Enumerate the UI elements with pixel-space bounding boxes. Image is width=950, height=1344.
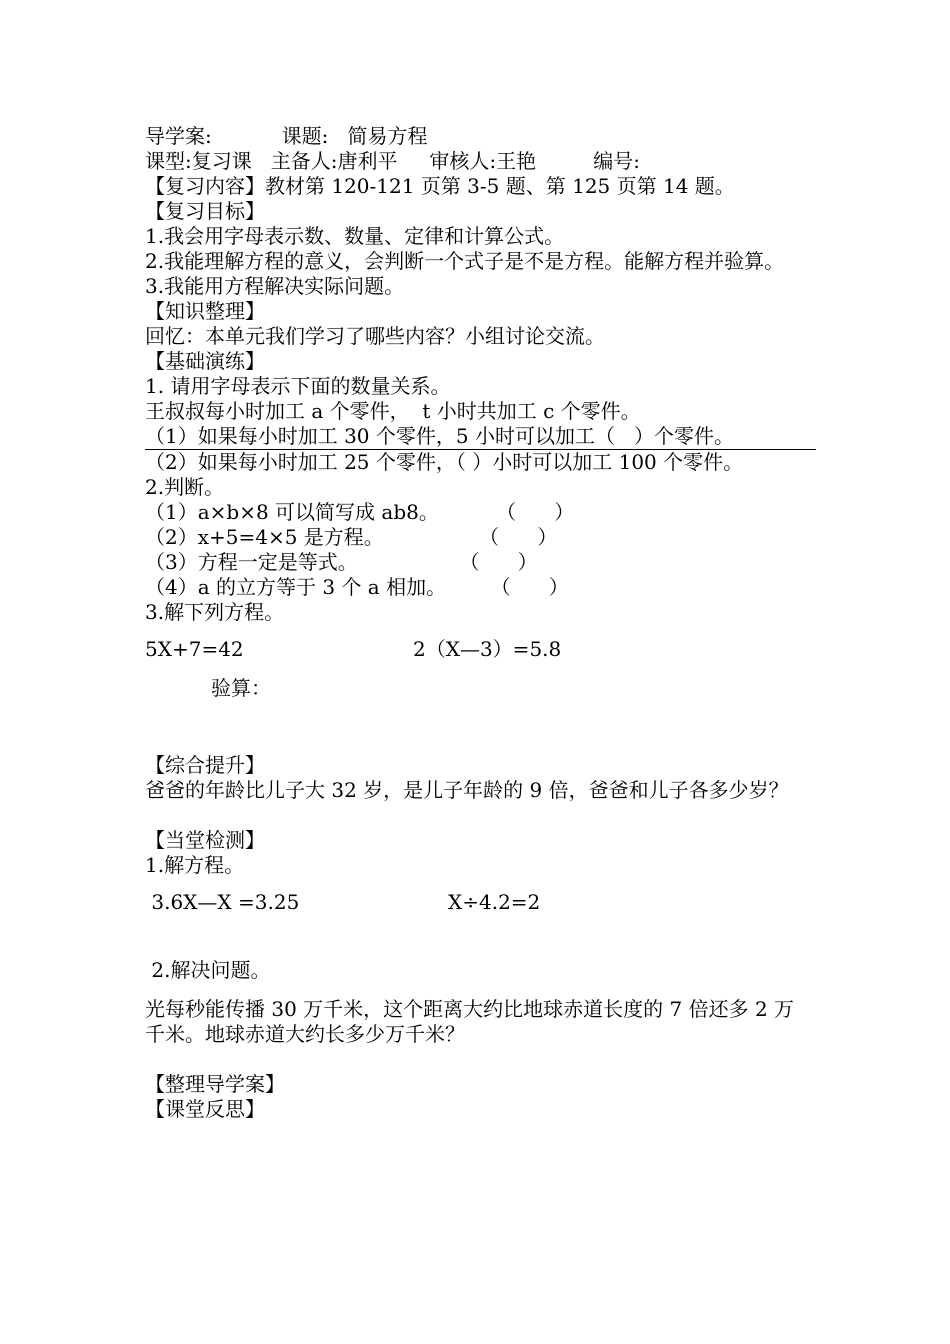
header-line-title: 导学案: 课题: 简易方程 (145, 124, 428, 148)
check-q1-title: 1.解方程。 (145, 853, 245, 877)
basic-q2-title: 2.判断。 (145, 475, 225, 499)
knowledge-heading: 【知识整理】 (145, 299, 265, 323)
basic-q1-a: （1）如果每小时加工 30 个零件，5 小时可以加工（ ）个零件。 (145, 424, 816, 450)
reflection-heading: 【课堂反思】 (145, 1097, 265, 1121)
basic-q1-intro: 王叔叔每小时加工 a 个零件， t 小时共加工 c 个零件。 (145, 399, 641, 423)
review-content: 【复习内容】教材第 120-121 页第 3-5 题、第 125 页第 14 题。 (145, 174, 735, 198)
equation-1: 5X+7=42 (145, 637, 244, 661)
basic-q1-title: 1. 请用字母表示下面的数量关系。 (145, 374, 451, 398)
judge-item-2: （2）x+5=4×5 是方程。 （ ） (145, 525, 558, 549)
document-body (145, 124, 810, 1122)
summary-heading: 【整理导学案】 (145, 1072, 285, 1096)
verify-label: 验算： (211, 676, 271, 700)
judge-item-3: （3）方程一定是等式。 （ ） (145, 550, 538, 574)
knowledge-text: 回忆：本单元我们学习了哪些内容？小组讨论交流。 (145, 324, 605, 348)
equation-2: 2（X—3）=5.8 (413, 637, 562, 661)
check-equation-2: X÷4.2=2 (448, 890, 541, 914)
equation-row-2 (145, 890, 810, 915)
judge-item-4: （4）a 的立方等于 3 个 a 相加。 （ ） (145, 575, 569, 599)
comprehensive-text: 爸爸的年龄比儿子大 32 岁，是儿子年龄的 9 倍，爸爸和儿子各多少岁？ (145, 778, 789, 802)
review-goal-3: 3.我能用方程解决实际问题。 (145, 274, 405, 298)
review-goals-heading: 【复习目标】 (145, 199, 265, 223)
check-q2-text: 光每秒能传播 30 万千米，这个距离大约比地球赤道长度的 7 倍还多 2 万千米。地球赤道大约长多少万千米？ (145, 997, 795, 1046)
header-line-meta: 课型:复习课 主备人:唐利平 审核人:王艳 编号: (145, 149, 641, 173)
judge-item-1: （1）a×b×8 可以简写成 ab8。 （ ） (145, 500, 575, 524)
basic-q1-b: （2）如果每小时加工 25 个零件，（ ）小时可以加工 100 个零件。 (145, 450, 744, 474)
review-goal-2: 2.我能理解方程的意义，会判断一个式子是不是方程。能解方程并验算。 (145, 249, 785, 273)
basic-heading: 【基础演练】 (145, 349, 265, 373)
check-equation-1: 3.6X—X =3.25 (145, 890, 300, 914)
check-heading: 【当堂检测】 (145, 828, 265, 852)
comprehensive-heading: 【综合提升】 (145, 753, 265, 777)
check-q2-title: 2.解决问题。 (145, 958, 271, 982)
equation-row-1 (145, 637, 810, 662)
review-goal-1: 1.我会用字母表示数、数量、定律和计算公式。 (145, 224, 565, 248)
basic-q3-title: 3.解下列方程。 (145, 600, 285, 624)
